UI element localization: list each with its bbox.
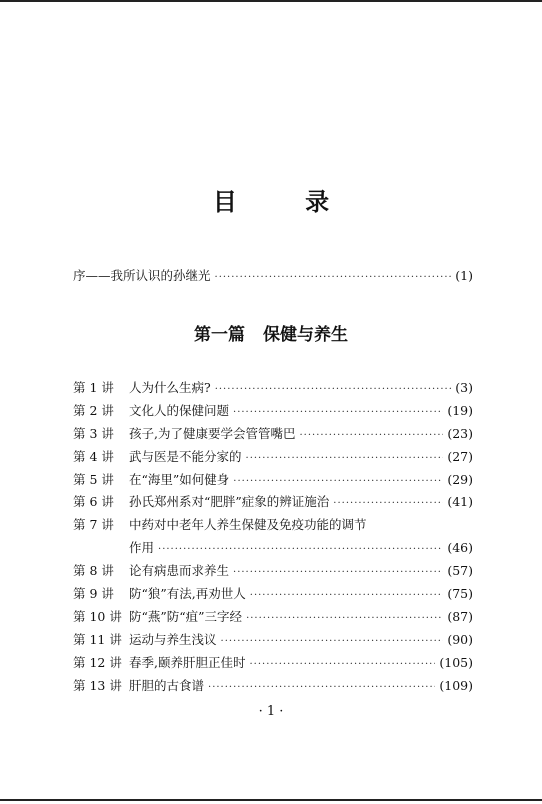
leader-dots (246, 453, 444, 464)
toc-entry[interactable] (73, 515, 473, 538)
page-number: (3) (455, 380, 473, 395)
toc-entry[interactable] (73, 607, 473, 630)
lecture-number: 第 5 讲 (73, 471, 114, 487)
leader-dots (158, 544, 443, 555)
lecture-number: 第 2 讲 (73, 402, 114, 418)
lecture-number: 第 13 讲 (73, 677, 122, 693)
leader-dots (233, 567, 443, 578)
lecture-title: 人为什么生病? (129, 380, 211, 395)
lecture-number: 第 3 讲 (73, 425, 114, 441)
top-border (0, 0, 542, 2)
toc-entry[interactable] (73, 424, 473, 447)
toc-entry[interactable] (73, 584, 473, 607)
toc-entry[interactable] (73, 447, 473, 470)
page-number: (19) (447, 402, 473, 418)
bottom-border (0, 799, 542, 801)
page-number: (29) (447, 471, 473, 487)
lecture-title: 防“狼”有法,再劝世人 (129, 586, 246, 602)
toc-entry[interactable] (73, 630, 473, 653)
page-folio: · 1 · (258, 704, 284, 719)
lecture-title: 论有病患而求养生 (129, 563, 230, 579)
lecture-number: 第 8 讲 (73, 563, 114, 579)
preface-entry[interactable] (73, 266, 473, 284)
part-heading (0, 320, 542, 345)
lecture-title: 中药对中老年人养生保健及免疫功能的调节 (129, 517, 367, 533)
leader-dots (233, 476, 443, 487)
page-number: (27) (447, 448, 473, 464)
page-number: (41) (447, 494, 473, 510)
toc-entry[interactable] (73, 561, 473, 584)
page-number: (57) (447, 563, 473, 579)
leader-dots (333, 498, 443, 509)
leader-dots (299, 430, 443, 441)
part-title: 保健与养生 (263, 325, 348, 345)
toc-entry[interactable] (73, 492, 473, 515)
lecture-title: 肝胆的古食谱 (129, 677, 205, 693)
preface-title: 序——我所认识的孙继光 (73, 268, 211, 283)
page-number: (23) (447, 425, 473, 441)
lecture-title: 春季,颐养肝胆正佳时 (129, 654, 246, 670)
toc-entry[interactable] (73, 470, 473, 493)
page-number: (46) (447, 540, 473, 556)
lecture-title: 文化人的保健问题 (129, 402, 230, 418)
leader-dots (221, 636, 444, 647)
lecture-number: 第 7 讲 (73, 517, 114, 533)
part-number: 第一篇 (194, 325, 245, 345)
leader-dots (246, 613, 443, 624)
toc-entry-continuation[interactable] (73, 538, 473, 561)
page-number: (75) (447, 586, 473, 602)
leader-dots (215, 272, 452, 283)
page-number: (105) (439, 654, 473, 670)
lecture-title: 武与医是不能分家的 (129, 448, 242, 464)
lecture-number: 第 6 讲 (73, 494, 114, 510)
lecture-number: 第 10 讲 (73, 608, 122, 624)
lecture-number: 第 9 讲 (73, 586, 114, 602)
lecture-title: 在“海里”如何健身 (129, 471, 230, 487)
leader-dots (250, 590, 444, 601)
toc-entry[interactable] (73, 676, 473, 699)
preface-page: (1) (455, 268, 473, 283)
toc-list (73, 378, 473, 698)
lecture-number: 第 11 讲 (73, 631, 122, 647)
toc-entry[interactable] (73, 653, 473, 676)
toc-entry[interactable] (73, 378, 473, 401)
page-number: (90) (447, 631, 473, 647)
lecture-title: 防“燕”防“疽”三字经 (129, 608, 243, 624)
lecture-title: 孩子,为了健康要学会管管嘴巴 (129, 425, 296, 441)
page-title: 目 录 (212, 188, 360, 216)
lecture-number: 第 4 讲 (73, 448, 114, 464)
page-number: (109) (439, 677, 473, 693)
lecture-number: 第 12 讲 (73, 654, 122, 670)
leader-dots (233, 407, 443, 418)
leader-dots (249, 659, 435, 670)
leader-dots (208, 682, 435, 693)
lecture-title: 作用 (129, 540, 155, 556)
toc-entry[interactable] (73, 401, 473, 424)
lecture-number: 第 1 讲 (73, 380, 114, 395)
page-number: (87) (447, 608, 473, 624)
lecture-title: 运动与养生浅议 (129, 631, 217, 647)
leader-dots (215, 384, 452, 395)
lecture-title: 孙氏郑州系对“肥胖”症象的辨证施治 (129, 494, 330, 510)
